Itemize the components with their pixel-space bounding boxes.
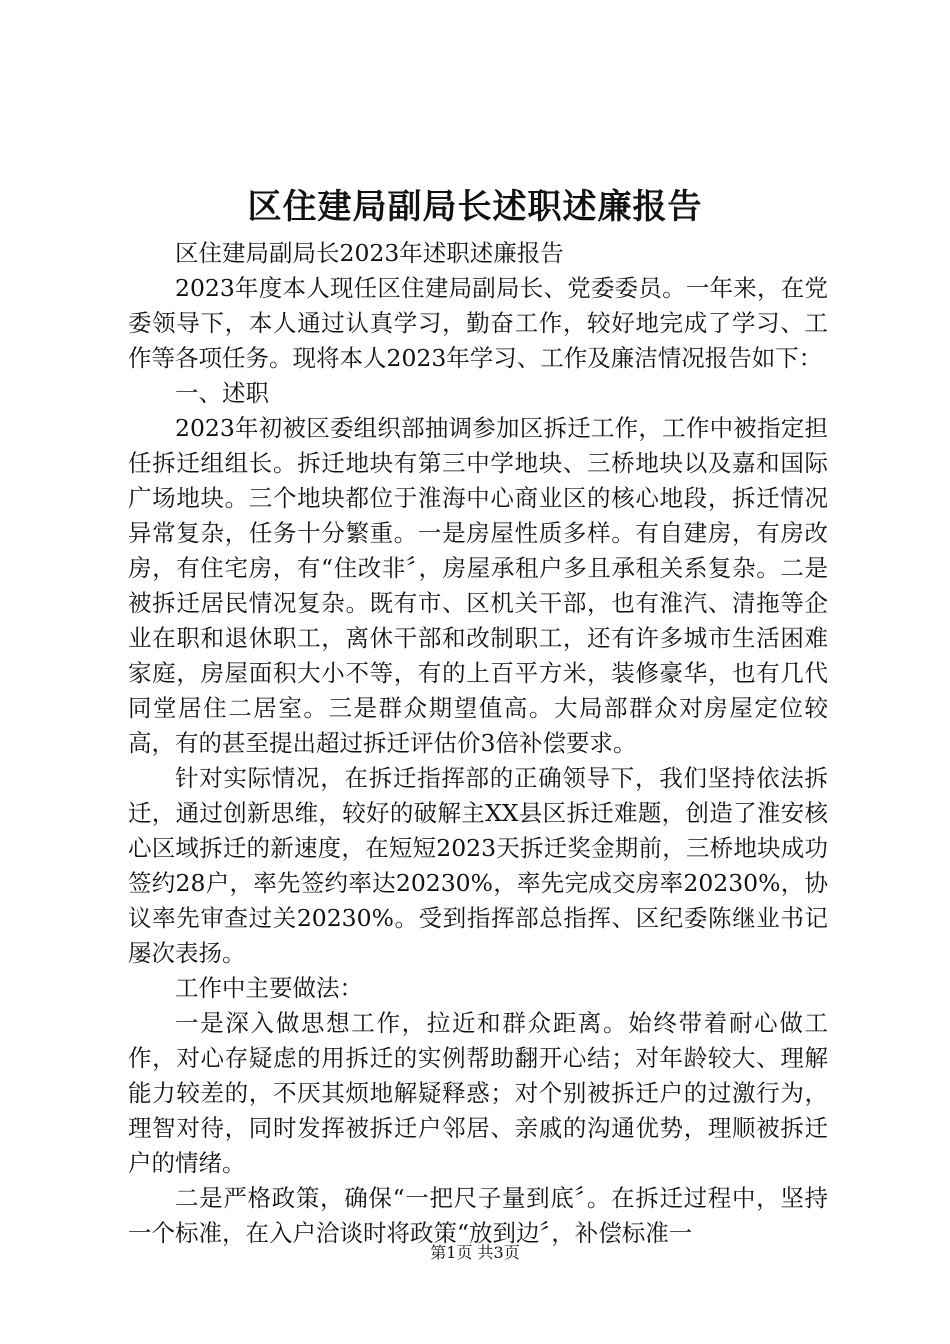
intro-paragraph: 2023年度本人现任区住建局副局长、党委委员。一年来，在党委领导下，本人通过认真学习，勤奋工作，较好地完成了学习、工作等各项任务。现将本人2023年学习、工作及廉洁情况报告如下： xyxy=(128,274,828,372)
body-paragraph: 二是严格政策，确保“一把尺子量到底〞。在拆迁过程中，坚持一个标准，在入户洽谈时将政策“放到边〞，补偿标准一 xyxy=(128,1184,828,1247)
subtitle-paragraph: 区住建局副局长2023年述职述廉报告 xyxy=(175,239,564,267)
document-body xyxy=(128,236,828,1251)
body-paragraph: 2023年初被区委组织部抽调参加区拆迁工作，工作中被指定担任拆迁组组长。拆迁地块有第三中学地块、三桥地块以及嘉和国际广场地块。三个地块都位于淮海中心商业区的核心地段，拆迁情况异常复杂，任务十分繁重。一是房屋性质多样。有自建房，有房改房，有住宅房，有“住改非〞，房屋承租户多且承租关系复杂。二是被拆迁居民情况复杂。既有市、区机关干部，也有淮汽、清拖等企业在职和退休职工，离休干部和改制职工，还有许多城市生活困难家庭，房屋面积大小不等，有的上百平方米，装修豪华，也有几代同堂居住二居室。三是群众期望值高。大局部群众对房屋定位较高，有的甚至提出超过拆迁评估价3倍补偿要求。 xyxy=(128,414,828,757)
document-title: 区住建局副局长述职述廉报告 xyxy=(247,187,703,227)
body-paragraph: 一是深入做思想工作，拉近和群众距离。始终带着耐心做工作，对心存疑虑的用拆迁的实例帮助翻开心结；对年龄较大、理解能力较差的，不厌其烦地解疑释惑；对个别被拆迁户的过激行为，理智对待，同时发挥被拆迁户邻居、亲戚的沟通优势，理顺被拆迁户的情绪。 xyxy=(128,1009,828,1177)
section-heading: 一、述职 xyxy=(175,379,269,407)
page-number-footer: 第1页 共3页 xyxy=(430,1243,520,1262)
subheading-paragraph: 工作中主要做法： xyxy=(175,974,363,1002)
body-paragraph: 针对实际情况，在拆迁指挥部的正确领导下，我们坚持依法拆迁，通过创新思维，较好的破解主XX县区拆迁难题，创造了淮安核心区域拆迁的新速度，在短短2023天拆迁奖金期前，三桥地块成功签约28户，率先签约率达20230%，率先完成交房率20230%，协议率先审查过关20230%。受到指挥部总指挥、区纪委陈继业书记屡次表扬。 xyxy=(128,764,828,967)
